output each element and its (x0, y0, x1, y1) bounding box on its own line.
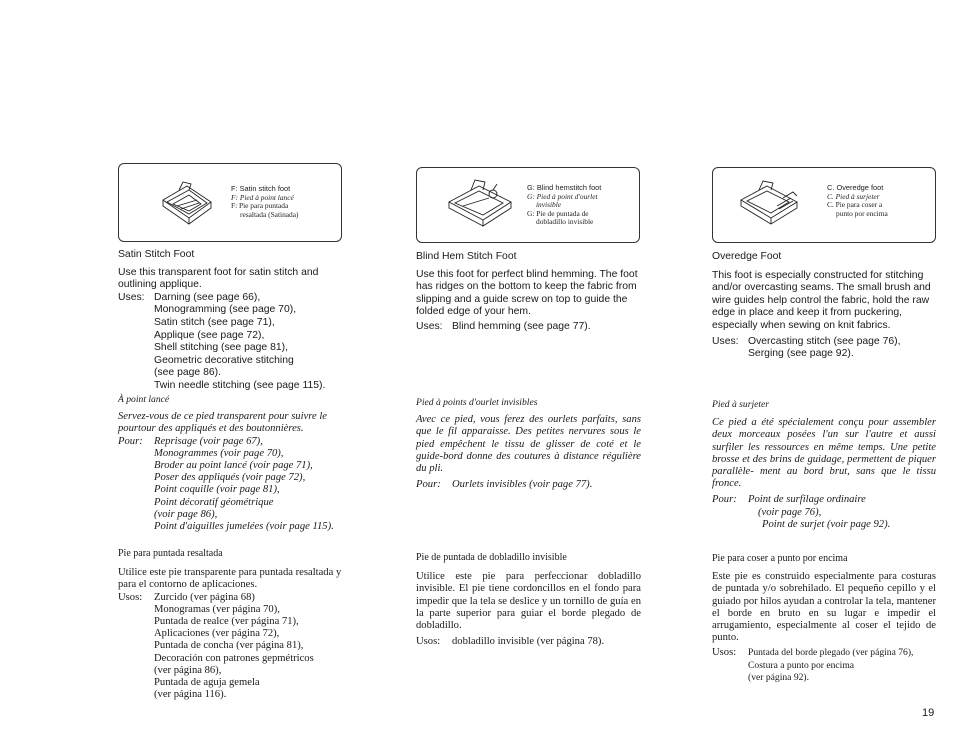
uses-item: Monogramming (see page 70), (154, 304, 297, 316)
uses-item: Satin stitch (see page 71), (154, 316, 275, 328)
blind-hem-foot-icon (445, 176, 517, 232)
uses-item: Puntada de concha (ver página 81), (154, 640, 304, 652)
legend-fr: C. Pied à surjeter (827, 191, 880, 201)
legend-es-cont: resaltada (Satinada) (240, 209, 299, 219)
foot-illustration-box (712, 167, 936, 243)
uses-key: Usos: (118, 591, 143, 603)
foot-legend (527, 184, 601, 227)
english-section (416, 251, 641, 334)
uses-item: Twin needle stitching (see page 115). (154, 379, 326, 391)
uses-item: Serging (see page 92). (748, 348, 854, 360)
section-title-en: Overedge Foot (712, 251, 782, 262)
uses-item: Puntada de realce (ver página 71), (154, 616, 299, 628)
page-number: 19 (922, 707, 935, 719)
section-title-es: Pie para puntada resaltada (118, 548, 223, 559)
uses-item: (ver página 92). (748, 671, 810, 683)
uses-item: Point de surjet (voir page 92). (762, 518, 891, 530)
uses-item: Monogrammes (voir page 70), (154, 447, 284, 459)
uses-item: Broder au point lancé (voir page 71), (154, 460, 313, 472)
uses-key: Usos: (712, 647, 737, 659)
section-title-en: Blind Hem Stitch Foot (416, 251, 517, 262)
uses-item: Point de surfilage ordinaire (748, 494, 866, 506)
section-title-fr: À point lancé (118, 394, 170, 405)
section-title-fr: Pied à points d'ourlet invisibles (416, 397, 538, 408)
uses-item: Geometric decorative stitching (154, 354, 294, 366)
uses-key: Pour: (712, 494, 737, 506)
uses-item: (ver página 116). (154, 689, 227, 701)
uses-item: Reprisage (voir page 67), (154, 435, 263, 447)
foot-illustration-box (118, 163, 342, 242)
foot-illustration-box (416, 167, 640, 243)
legend-en: F: Satin stitch foot (231, 184, 291, 193)
uses-key: Pour: (118, 435, 143, 447)
legend-en: G: Blind hemstitch foot (527, 183, 602, 192)
uses-list-fr (712, 494, 936, 531)
description-en: Use this transparent foot for satin stitch and outlining applique. (118, 266, 319, 291)
foot-legend (827, 184, 888, 218)
english-section (118, 249, 348, 393)
description-en: This foot is especially constructed for stitching and/or overcasting seams. The small brush and wire guides help control the fabric, hold the raw edge in place and keep it from puckering, especially when sewing on knit fabrics. (712, 269, 931, 331)
uses-item: (voir page 86), (154, 508, 218, 520)
description-fr: Avec ce pied, vous ferez des ourlets parfaits, sans que le fil apparaisse. Des petites nervures sous le pied empêchent le tissu de glisser de coté et le guide-bord donne des coutures à distance régulière du pli. (416, 414, 641, 475)
uses-list-es (118, 592, 348, 702)
spanish-section (118, 548, 348, 701)
section-title-es: Pie de puntada de dobladillo invisible (416, 552, 567, 563)
description-en: Use this foot for perfect blind hemming. The foot has ridges on the bottom to keep the fabric from slipping and a guide screw on top to guide the folded edge of your hem. (416, 268, 638, 318)
uses-item: (voir page 76), (758, 506, 822, 518)
uses-key: Usos: (416, 636, 441, 648)
uses-list-es (416, 636, 641, 648)
uses-item: Overcasting stitch (see page 76), (748, 335, 901, 347)
legend-fr-cont: invisible (536, 200, 562, 210)
uses-list-en (712, 336, 936, 361)
english-section (712, 251, 936, 361)
uses-item: Point coquille (voir page 81), (154, 484, 280, 496)
uses-list-en (416, 321, 641, 334)
uses-list-es (712, 647, 936, 684)
satin-stitch-foot-icon (159, 180, 217, 228)
uses-item: Zurcido (ver página 68) (154, 591, 255, 603)
french-section (712, 399, 936, 531)
uses-item: dobladillo invisible (ver página 78). (452, 636, 605, 648)
section-title-es: Pie para coser a punto por encima (712, 553, 848, 564)
french-section (416, 397, 641, 491)
spanish-section (416, 552, 641, 648)
uses-item: Poser des appliqués (voir page 72), (154, 472, 306, 484)
uses-item: Point d'aiguilles jumelées (voir page 115). (154, 521, 334, 533)
uses-item: Shell stitching (see page 81), (154, 342, 289, 354)
uses-key: Uses: (712, 335, 739, 347)
french-section (118, 394, 348, 533)
uses-item: Blind hemming (see page 77). (452, 320, 591, 332)
uses-list-fr (416, 479, 641, 491)
uses-item: Decoración con patrones gepmétricos (154, 652, 314, 664)
description-es: Utilice este pie para perfeccionar dobladillo invisible. El pie tiene cordoncillos en el fondo para impedir que la tela se deslice y un tornillo de guía en la parte superior para guiar el borde plegado de dobladillo. (416, 571, 641, 632)
overedge-foot-icon (737, 178, 803, 228)
legend-es: C. Pie para coser a (827, 200, 883, 210)
legend-es: F: Pie para puntada (231, 201, 289, 211)
section-title-fr: Pied à surjeter (712, 399, 770, 410)
uses-key: Uses: (416, 320, 443, 332)
uses-item: Puntada de aguja gemela (154, 677, 260, 689)
description-es: Utilice este pie transparente para puntada resaltada y para el contorno de aplicaciones. (118, 567, 342, 591)
uses-list-en (118, 292, 348, 393)
description-fr: Ce pied a été spécialement conçu pour assembler deux morceaux posées l'un sur l'autre et aussi surfiler les ressources en même temps. Une petite brosse et des brins de guidage, permettent de piquer parallèle- ment au bord brut, sans que le tissu fronce. (712, 417, 936, 490)
spanish-section (712, 553, 936, 684)
legend-fr: F: Pied à point lancé (231, 192, 294, 202)
uses-item: (see page 86). (154, 367, 222, 379)
legend-en: C. Overedge foot (827, 183, 884, 192)
legend-fr: G: Pied à point d'ourlet (527, 191, 598, 201)
uses-item: Darning (see page 66), (154, 291, 261, 303)
uses-item: Puntada del borde plegado (ver página 76), (748, 647, 914, 659)
uses-item: Applique (see page 72), (154, 329, 265, 341)
uses-item: Ourlets invisibles (voir page 77). (452, 479, 593, 491)
legend-es-cont: punto por encima (836, 208, 888, 218)
legend-es-cont: dobladillo invisible (536, 217, 594, 227)
uses-item: Aplicaciones (ver página 72), (154, 628, 280, 640)
uses-item: Monogramas (ver página 70), (154, 603, 280, 615)
section-title-en: Satin Stitch Foot (118, 249, 195, 260)
description-es: Este pie es construido especialmente para costuras de puntada y/o sobrehilado. El pequeño cepillo y el guiado por hilos ayudan a controlar la tela, mantener el borde en bruto en su lugar e impedir el arrugamiento, especialmente al coser el tejido de punto. (712, 571, 936, 644)
legend-es: G: Pie de puntada de (527, 208, 589, 218)
foot-legend (231, 185, 298, 219)
uses-item: Point décoratif géométrique (154, 496, 274, 508)
uses-key: Pour: (416, 479, 441, 491)
uses-list-fr (118, 436, 348, 534)
uses-item: Costura a punto por encima (748, 659, 855, 671)
description-fr: Servez-vous de ce pied transparent pour suivre le pourtour des appliqués et des boutonnières. (118, 411, 327, 435)
uses-item: (ver página 86), (154, 664, 222, 676)
uses-key: Uses: (118, 291, 145, 303)
